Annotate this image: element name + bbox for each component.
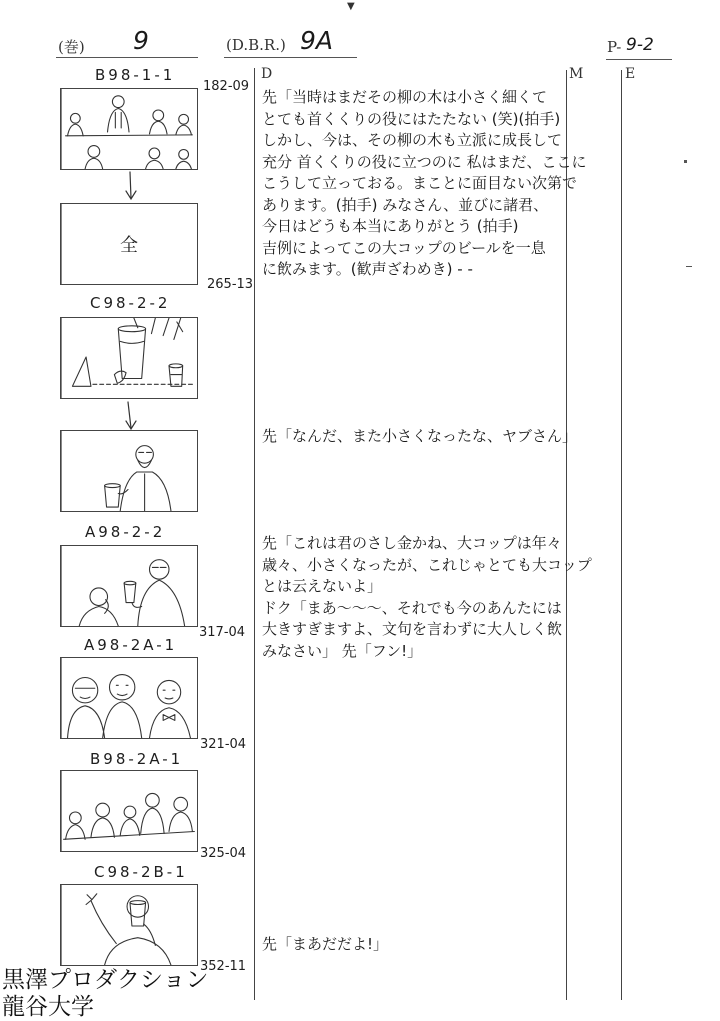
volume-label: (巻)	[58, 38, 85, 56]
arrow-down-icon	[117, 400, 141, 432]
person-figure	[149, 680, 190, 738]
person-figure	[176, 114, 192, 134]
dialogue-line: 先「まあだだよ!」	[262, 935, 389, 953]
dialogue-line: とても首くくりの役にはたたない (笑)(拍手)	[262, 109, 561, 128]
page-number: 9-2	[626, 35, 654, 55]
dbr-label: (D.B.R.)	[226, 36, 286, 54]
person-figure	[146, 148, 164, 169]
frame-sketch-five-men	[61, 771, 197, 851]
person-figure	[68, 678, 105, 738]
cut-label: B98-1-1	[95, 66, 176, 84]
frame-sketch-three-faces	[61, 658, 197, 738]
person-figure	[108, 96, 129, 132]
person-figure	[149, 110, 167, 134]
person-figure	[85, 146, 103, 169]
dialogue-block	[262, 87, 587, 281]
storyboard-frame	[60, 657, 198, 739]
person-figure	[176, 149, 192, 169]
arrow-down-icon	[118, 170, 142, 202]
frame-sketch-old-man	[61, 431, 197, 511]
storyboard-frame	[60, 545, 198, 627]
beer-glass	[124, 581, 136, 602]
timecode: 321-04	[200, 737, 247, 752]
person-figure	[132, 560, 185, 626]
column-header-d: D	[261, 66, 273, 82]
cut-label: C98-2-2	[90, 294, 171, 312]
stray-mark	[686, 266, 692, 267]
triangle-shape	[72, 357, 91, 386]
dialogue-block	[262, 934, 388, 956]
column-header-e: E	[625, 66, 636, 82]
dialogue-line: みなさい」 先「フン!」	[262, 641, 423, 660]
dialogue-line: しかし、今は、その柳の木も立派に成長して	[262, 131, 563, 149]
page-prefix: P-	[607, 38, 622, 56]
storyboard-frame	[60, 317, 198, 399]
frame-caption: 全	[120, 235, 138, 256]
cut-label: B98-2A-1	[90, 750, 184, 768]
timecode: 182-09	[203, 79, 250, 94]
dialogue-block	[262, 533, 592, 662]
watermark-line: 黒澤プロダクション	[2, 967, 209, 993]
column-header-m: M	[569, 66, 584, 82]
person-figure	[79, 588, 118, 626]
column-rule-e	[621, 70, 622, 1000]
timecode: 352-11	[200, 959, 247, 974]
person-figure	[103, 675, 142, 738]
table-edge	[66, 135, 193, 136]
dialogue-line: ドク「まあ〜〜〜、それでも今のあんたには	[262, 598, 562, 617]
cut-label: A98-2A-1	[84, 636, 178, 654]
dialogue-line: に飲みます。(歓声ざわめき) - -	[262, 260, 473, 278]
volume-underline	[56, 57, 198, 58]
frame-sketch-man-drinking	[61, 885, 197, 965]
beer-glass	[105, 484, 121, 507]
dbr-number: 9A	[300, 26, 334, 55]
stray-mark	[684, 160, 687, 163]
storyboard-frame	[60, 770, 198, 852]
timecode: 325-04	[200, 846, 247, 861]
sheet-marker: ▼	[347, 1, 355, 12]
dialogue-line: 先「これは君のさし金かね、大コップは年々	[262, 534, 562, 552]
small-glass	[169, 364, 183, 386]
page-underline	[606, 59, 672, 60]
watermark-line: 龍谷大学	[2, 994, 94, 1020]
beer-glass	[118, 326, 145, 379]
person-figure	[68, 113, 84, 135]
person-figure	[66, 812, 86, 839]
storyboard-frame	[60, 203, 198, 285]
dialogue-line: 今日はどうも本当にありがとう (拍手)	[262, 217, 519, 235]
volume-number: 9	[133, 26, 149, 55]
hanging-lines	[134, 318, 183, 339]
dialogue-line: こうして立っておる。まことに面目ない次第で	[262, 174, 578, 192]
timecode: 317-04	[199, 625, 246, 640]
storyboard-frame	[60, 430, 198, 512]
dbr-underline	[224, 57, 357, 58]
person-figure	[169, 797, 192, 831]
cut-label: C98-2B-1	[94, 863, 188, 881]
frame-sketch-big-glass	[61, 318, 197, 398]
dialogue-line: 吉例によってこの大コップのビールを一息	[262, 238, 546, 257]
dialogue-line: とは云えないよ」	[262, 577, 383, 595]
person-figure	[141, 793, 164, 833]
dialogue-line: あります。(拍手) みなさん、並びに諸君、	[262, 195, 549, 214]
hand	[114, 371, 126, 383]
frame-sketch-group-at-table	[61, 89, 197, 169]
beer-glass	[130, 901, 146, 926]
storyboard-frame	[60, 884, 198, 966]
cut-label: A98-2-2	[85, 523, 166, 541]
storyboard-frame	[60, 88, 198, 170]
frame-sketch-two-men	[61, 546, 197, 626]
dialogue-line: 歳々、小さくなったが、これじゃとても大コップ	[262, 555, 592, 574]
dialogue-line: 大きすぎますよ、文句を言わずに大人しく飲	[262, 620, 563, 638]
person-figure	[120, 806, 140, 835]
dialogue-line: 先「なんだ、また小さくなったな、ヤブさん」	[262, 427, 578, 445]
timecode: 265-13	[207, 277, 254, 292]
column-rule-d	[254, 68, 255, 1000]
dialogue-line: 先「当時はまだその柳の木は小さく細くて	[262, 88, 548, 106]
dialogue-block	[262, 426, 577, 448]
dialogue-line: 充分 首くくりの役に立つのに 私はまだ、ここに	[262, 152, 587, 171]
person-figure	[118, 446, 171, 511]
person-figure	[91, 803, 114, 837]
person-figure	[86, 894, 171, 965]
